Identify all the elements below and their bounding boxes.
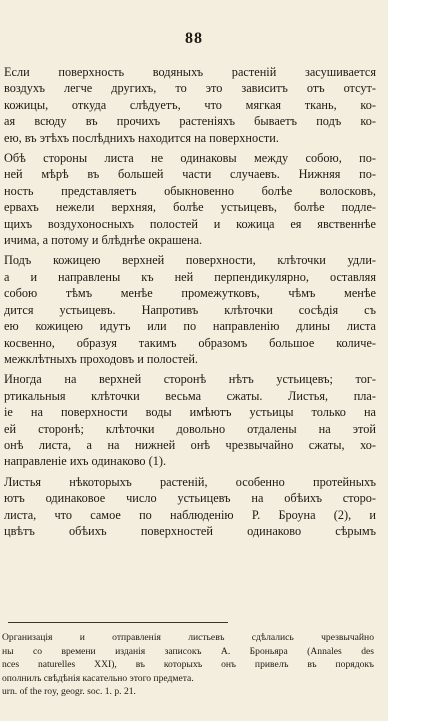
text-line: Листья нѣкоторыхъ растеній, особенно протейныхъ (4, 474, 376, 489)
text-line: ей сторонѣ; клѣточки довольно отдалены на этой (4, 421, 376, 436)
text-line: ею кожицею идутъ или по направленію длины листа (4, 319, 376, 334)
footnote-line: ны со времени изданія записокъ А. Броньяра (Annales des (2, 645, 374, 657)
text-line: Если поверхность водяныхъ растеній засушивается (4, 65, 376, 79)
text-line: щихъ воздухоносныхъ полостей и кожица ея явственнѣе (4, 216, 376, 231)
page-margin (388, 0, 441, 721)
footnote-divider (8, 622, 228, 623)
footnote-line: urn. of the roy, geogr. soc. 1. p. 21. (2, 686, 136, 698)
text-line: ютъ одинаковое число устьицевъ на обѣихъ сторо- (4, 491, 376, 506)
footnote-line: nces naturelles XXI), въ которыхъ онъ привелъ въ порядокъ (2, 659, 374, 671)
text-line: іе на поверхности воды имѣютъ устьицы только на (4, 405, 376, 420)
text-line: ность представляетъ обыкновенно болѣе волосковъ, (4, 183, 376, 198)
text-line: ичима, а потому и блѣднѣе окрашена. (4, 233, 203, 248)
paragraph (4, 64, 376, 146)
text-line: ервахъ нежели верхняя, болѣе устьицевъ, болѣе подле- (4, 200, 376, 215)
paragraph (4, 252, 376, 367)
text-line: ею, въ этѣхъ послѣднихъ находится на поверхности. (4, 130, 279, 145)
text-line: дится устьицевъ. Напротивъ клѣточки сосѣдія съ (4, 302, 376, 317)
footnote-line: Организація и отправленія листьевъ сдѣлались чрезвычайно (2, 632, 374, 643)
body-text (4, 64, 376, 543)
text-line: направленіе ихъ одинаково (1). (4, 454, 167, 469)
text-line: косвенно, образуя такимъ образомъ большое количе- (4, 335, 376, 350)
text-line: онѣ листа, а на нижней онѣ чрезвычайно сжаты, хо- (4, 437, 376, 452)
paragraph (4, 371, 376, 469)
text-line: листа, что самое по наблюденію Р. Броуна (2), и (4, 507, 376, 522)
text-line: собою тѣмъ менѣе промежутковъ, чѣмъ менѣе (4, 286, 376, 301)
text-line: ней мѣрѣ въ большей части случаевъ. Нижняя по- (4, 167, 376, 182)
text-line: Иногда на верхней сторонѣ нѣтъ устьицевъ; тог- (4, 372, 376, 387)
paragraph (4, 150, 376, 248)
footnotes (2, 631, 374, 699)
text-line: а и направлены къ ней перпендикулярно, оставляя (4, 269, 376, 284)
text-line: ая всюду въ прочихъ растеніяхъ бываетъ подъ ко- (4, 114, 376, 129)
text-line: межклѣтныхъ проходовъ и полостей. (4, 351, 198, 366)
text-line: Обѣ стороны листа не одинаковы между собою, по- (4, 151, 376, 166)
text-line: кожицы, откуда слѣдуетъ, что мягкая ткань, ко- (4, 97, 376, 112)
page-number: 88 (185, 30, 203, 47)
text-line: ртикальныя клѣточки весьма сжаты. Листья, пла- (4, 388, 376, 403)
footnote-line: ополнилъ свѣдѣнія касательно этого предмета. (2, 672, 194, 684)
text-line: воздухъ легче другихъ, то это зависитъ отъ отсут- (4, 81, 376, 96)
text-line: цвѣтъ обѣихъ поверхностей одинаково сѣрымъ (4, 523, 376, 538)
paragraph (4, 474, 376, 540)
text-line: Подъ кожицею верхней поверхности, клѣточки удли- (4, 253, 376, 268)
